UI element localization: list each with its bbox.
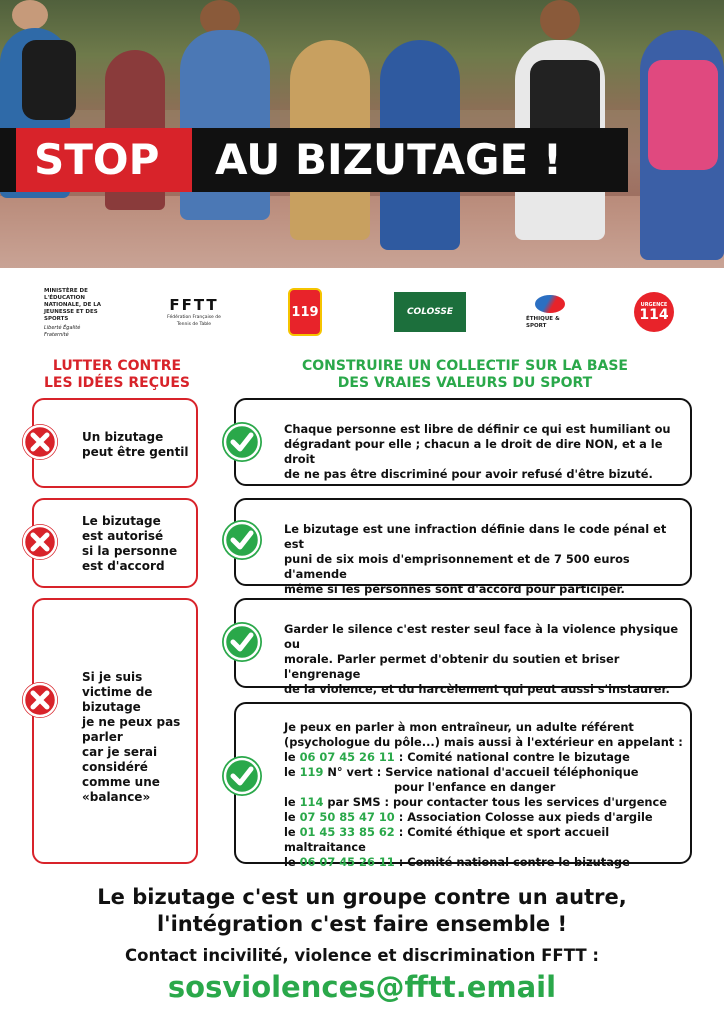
- myth-line: comme une: [82, 775, 160, 789]
- slogan-line: Le bizutage c'est un groupe contre un autre,: [97, 885, 627, 909]
- fact-box: [234, 498, 692, 596]
- cross-icon: [22, 524, 58, 560]
- myth-text: [82, 514, 177, 574]
- headline-box: [205, 128, 625, 192]
- cross-icon: [22, 682, 58, 718]
- checkmark-icon: [222, 622, 262, 662]
- 119-logo: [288, 286, 322, 338]
- colosse-wordmark: COLOSSE: [406, 307, 454, 317]
- myth-line: Le bizutage: [82, 514, 161, 528]
- myth-line: bizutage: [82, 700, 141, 714]
- cross-icon: [22, 424, 58, 460]
- fact-line: même si les personnes sont d'accord pour participer.: [284, 582, 625, 596]
- colosse-badge: [394, 292, 466, 332]
- urgence-badge: [634, 292, 674, 332]
- headline: AU BIZUTAGE !: [215, 135, 562, 184]
- contact-label: Contact incivilité, violence et discrimination FFTT :: [125, 946, 599, 965]
- myth-line: Un bizutage: [82, 430, 164, 444]
- myth-line: est d'accord: [82, 559, 165, 573]
- ministere-name: MINISTÈRE DE L'ÉDUCATION NATIONALE, DE LA JEUNESSE ET DES SPORTS: [44, 287, 102, 322]
- child-head: [540, 0, 580, 40]
- contacts-intro: (psychologue du pôle...) mais aussi à l'extérieur en appelant :: [284, 735, 683, 749]
- contacts-box: [234, 702, 692, 869]
- fact-line: Le bizutage est une infraction définie dans le code pénal et est: [284, 522, 667, 551]
- contact-line: le 06 07 45 26 11 : Comité national contre le bizutage: [284, 855, 630, 869]
- right-column-title: [240, 358, 690, 392]
- right-title-line: CONSTRUIRE UN COLLECTIF SUR LA BASE: [302, 358, 628, 374]
- footer-slogan: [0, 884, 724, 938]
- contact-line: pour l'enfance en danger: [394, 780, 556, 794]
- fact-line: de la violence, et du harcèlement qui peut aussi s'instaurer.: [284, 682, 670, 696]
- contact-line: le 114 par SMS : pour contacter tous les services d'urgence: [284, 795, 668, 809]
- contact-number: 06 07 45 26 11: [299, 855, 395, 869]
- myth-line: considéré: [82, 760, 148, 774]
- left-title-line: LES IDÉES REÇUES: [44, 375, 190, 391]
- stop-label: STOP: [34, 135, 160, 184]
- right-title-line: DES VRAIES VALEURS DU SPORT: [337, 375, 593, 391]
- fact-line: Chaque personne est libre de définir ce qui est humiliant ou: [284, 422, 671, 436]
- myth-line: victime de: [82, 685, 153, 699]
- myth-text: [82, 430, 189, 460]
- contact-number: 119: [299, 765, 324, 779]
- fact-box: [234, 598, 692, 696]
- checkmark-icon: [222, 756, 262, 796]
- myth-line: si la personne: [82, 544, 178, 558]
- stop-label-box: [16, 128, 192, 192]
- myth-line: est autorisé: [82, 529, 164, 543]
- fact-line: dégradant pour elle ; chacun a le droit de dire NON, et a le droit: [284, 437, 663, 466]
- myth-line: car je serai: [82, 745, 158, 759]
- myth-line: peut être gentil: [82, 445, 189, 459]
- myth-line: Si je suis: [82, 670, 143, 684]
- 119-badge: [288, 288, 322, 336]
- checkmark-icon: [222, 520, 262, 560]
- contact-number: 06 07 45 26 11: [299, 750, 395, 764]
- myth-line: je ne peux pas: [82, 715, 181, 729]
- fact-line: morale. Parler permet d'obtenir du soutien et briser l'engrenage: [284, 652, 620, 681]
- myth-line: parler: [82, 730, 123, 744]
- stop-banner: [0, 128, 628, 192]
- ministere-logo: [44, 286, 104, 338]
- partner-logos: [0, 286, 724, 338]
- contact-line: le 01 45 33 85 62 : Comité éthique et sport accueil maltraitance: [284, 825, 610, 854]
- fact-text: [284, 422, 690, 482]
- ministere-motto: Liberté Égalité Fraternité: [44, 324, 81, 338]
- fftt-logo: [164, 286, 224, 338]
- contact-email-link[interactable]: sosviolences@fftt.email: [167, 970, 557, 1004]
- backpack: [648, 60, 718, 170]
- 119-number: 119: [291, 304, 319, 320]
- left-title-line: LUTTER CONTRE: [52, 358, 182, 374]
- backpack: [22, 40, 76, 120]
- myth-box: [32, 398, 198, 488]
- urgence-number: 114: [639, 307, 669, 323]
- hero-photo: [0, 0, 724, 268]
- contact-number: 114: [299, 795, 324, 809]
- fact-line: puni de six mois d'emprisonnement et de 7 500 euros d'amende: [284, 552, 630, 581]
- fact-line: de ne pas être discriminé pour avoir refusé d'être bizuté.: [284, 467, 653, 481]
- contact-number: 07 50 85 47 10: [299, 810, 395, 824]
- fact-text: [284, 622, 690, 697]
- ethique-wordmark: ÉTHIQUE & SPORT: [526, 315, 560, 329]
- urgence-label: URGENCE: [640, 302, 668, 308]
- colosse-logo: [394, 286, 466, 338]
- myth-line: «balance»: [82, 790, 151, 804]
- myth-text: [82, 670, 180, 805]
- slogan-line: l'intégration c'est faire ensemble !: [156, 912, 568, 936]
- contact-line: le 119 N° vert : Service national d'accueil téléphonique: [284, 765, 639, 779]
- contact-line: le 07 50 85 47 10 : Association Colosse aux pieds d'argile: [284, 810, 653, 824]
- fftt-wordmark: FFTT: [169, 296, 219, 314]
- child-head: [12, 0, 48, 30]
- fact-text: [284, 522, 690, 597]
- urgence-114-logo: [634, 286, 674, 338]
- contacts-intro: Je peux en parler à mon entraîneur, un adulte référent: [284, 720, 634, 734]
- myth-box: [32, 598, 198, 864]
- fact-line: Garder le silence c'est rester seul face à la violence physique ou: [284, 622, 679, 651]
- contacts-text: [284, 720, 690, 870]
- myth-box: [32, 498, 198, 588]
- fact-box: [234, 398, 692, 486]
- left-column-title: [24, 358, 210, 392]
- contact-line: le 06 07 45 26 11 : Comité national contre le bizutage: [284, 750, 630, 764]
- checkmark-icon: [222, 422, 262, 462]
- ethique-swoosh-icon: [535, 295, 565, 313]
- fftt-subtitle: Fédération Française de Tennis de Table: [167, 315, 221, 327]
- contact-number: 01 45 33 85 62: [299, 825, 395, 839]
- ethique-sport-logo: [526, 286, 574, 338]
